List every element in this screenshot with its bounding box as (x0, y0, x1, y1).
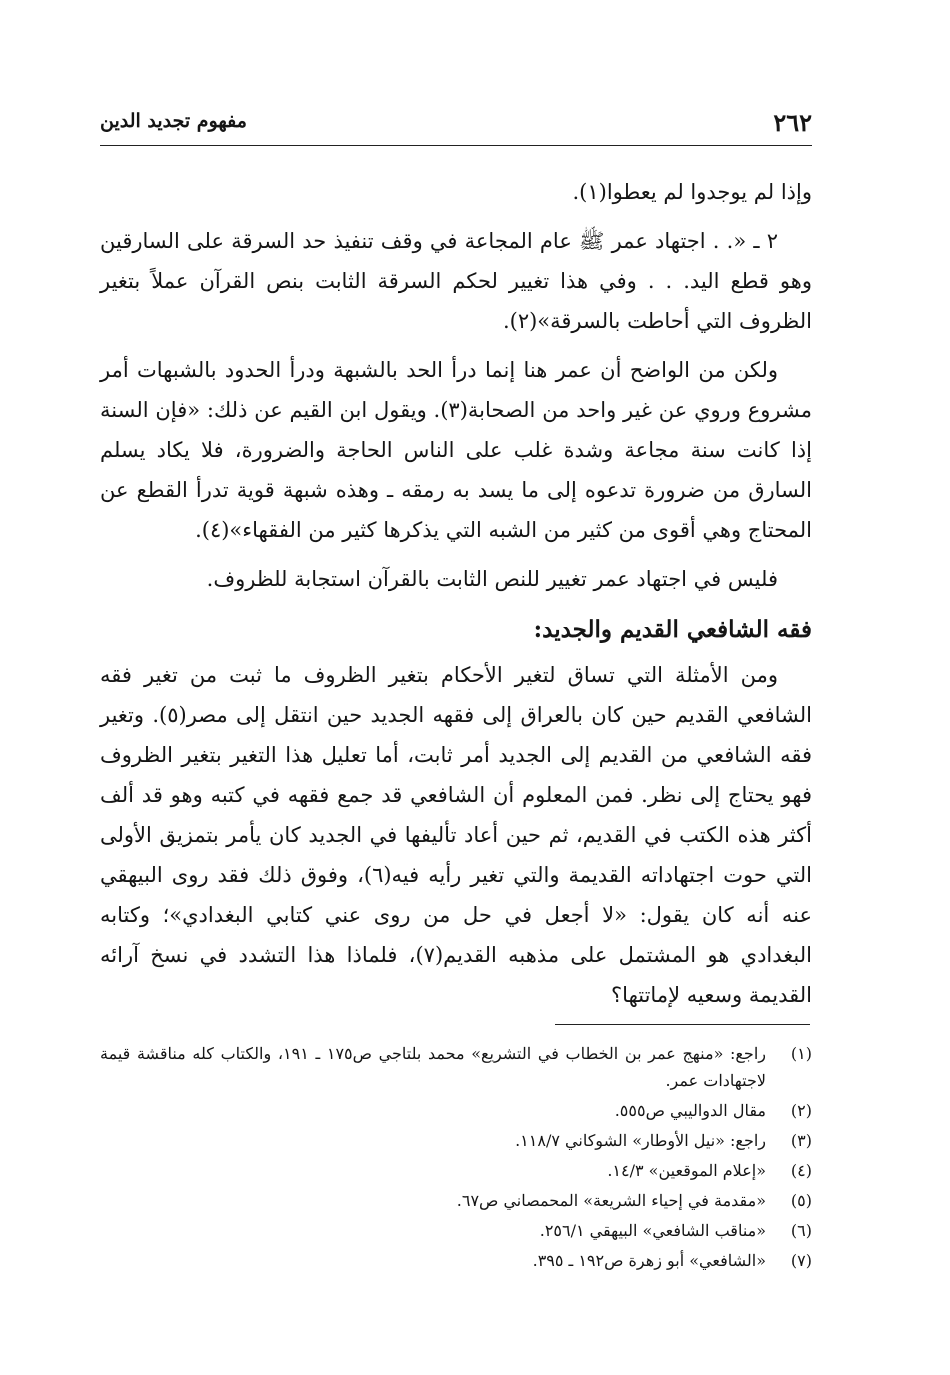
footnote-text: «الشافعي» أبو زهرة ص١٩٢ ـ ٣٩٥. (532, 1251, 766, 1270)
paragraph-3: ولكن من الواضح أن عمر هنا إنما درأ الحد بالشبهة ودرأ الحدود بالشبهات أمر مشروع وروي عن غير واحد من الصحابة(٣). ويقول ابن القيم عن ذلك: «فإن السنة إذا كانت سنة مجاعة وشدة غلب على الناس الحاجة والضرورة، فلا يكاد يسلم السارق من ضرورة تدعوه إلى ما يسد به رمقه ـ وهذه شبهة قوية تدرأ القطع عن المحتاج وهي أقوى من كثير من الشبه التي يذكرها كثير من الفقهاء»(٤). (100, 358, 812, 542)
footnote-text: مقال الدواليبي ص٥٥٥. (614, 1101, 766, 1120)
footnote-number: (٣) (790, 1131, 812, 1150)
footnote-text: راجع: «منهج عمر بن الخطاب في التشريع» محمد بلتاجي ص١٧٥ ـ ١٩١، والكتاب كله مناقشة قيمة لاجتهادات عمر. (100, 1044, 766, 1090)
footnote-number: (١) (790, 1044, 812, 1063)
footnote-number: (٧) (790, 1251, 812, 1270)
footnote-5 (100, 1187, 812, 1214)
footnote-6 (100, 1217, 812, 1244)
page-number: ٢٦٢ (773, 108, 812, 137)
running-title: مفهوم تجديد الدين (100, 110, 247, 132)
paragraph-4: فليس في اجتهاد عمر تغيير للنص الثابت بالقرآن استجابة للظروف. (206, 567, 778, 591)
footnote-number: (٦) (790, 1221, 812, 1240)
footnote-2 (100, 1097, 812, 1124)
footnote-text: «إعلام الموقعين» ١٤/٣. (607, 1161, 766, 1180)
page-header (100, 108, 812, 140)
paragraph-5: ومن الأمثلة التي تساق لتغير الأحكام بتغير الظروف ما ثبت من تغير فقه الشافعي القديم حين كان بالعراق إلى فقهه الجديد حين انتقل إلى مصر(٥). وتغير فقه الشافعي من القديم إلى الجديد أمر ثابت، أما تعليل هذا التغير بتغير الظروف فهو يحتاج إلى نظر. فمن المعلوم أن الشافعي قد جمع فقهه في كتبه وهو قد ألف أكثر هذه الكتب في القديم، ثم حين أعاد تأليفها في الجديد كان يأمر بتمزيق الأولى التي حوت اجتهاداته القديمة والتي تغير رأيه فيه(٦)، وفوق ذلك فقد روى البيهقي عنه أنه كان يقول: «لا أجعل في حل من روى عني كتابي البغدادي»؛ وكتابه البغدادي هو المشتمل على مذهبه القديم(٧)، فلماذا هذا التشدد في نسخ آرائه القديمة وسعيه لإماتتها؟ (100, 663, 812, 1007)
footnote-4 (100, 1157, 812, 1184)
footnote-text: «مقدمة في إحياء الشريعة» المحمصاني ص٦٧. (456, 1191, 766, 1210)
footnote-number: (٥) (790, 1191, 812, 1210)
header-divider (100, 145, 812, 146)
footnote-number: (٤) (790, 1161, 812, 1180)
section-heading: فقه الشافعي القديم والجديد: (533, 616, 812, 643)
footnote-3 (100, 1127, 812, 1154)
footnote-divider (555, 1024, 810, 1025)
footnote-1 (100, 1040, 812, 1094)
paragraph-2: ٢ ـ «. . اجتهاد عمر ﷺ عام المجاعة في وقف تنفيذ حد السرقة على السارقين وهو قطع اليد. . . وفي هذا تغيير لحكم السرقة الثابت بنص القرآن عملاً بتغير الظروف التي أحاطت بالسرقة»(٢). (100, 229, 812, 333)
footnote-text: راجع: «نيل الأوطار» الشوكاني ١١٨/٧. (515, 1131, 766, 1150)
footnotes (100, 1040, 812, 1277)
paragraph-1: وإذا لم يوجدوا لم يعطوا(١). (572, 180, 812, 204)
footnote-7 (100, 1247, 812, 1274)
footnote-number: (٢) (790, 1101, 812, 1120)
footnote-text: «مناقب الشافعي» البيهقي ٢٥٦/١. (539, 1221, 766, 1240)
main-text (100, 172, 812, 1024)
